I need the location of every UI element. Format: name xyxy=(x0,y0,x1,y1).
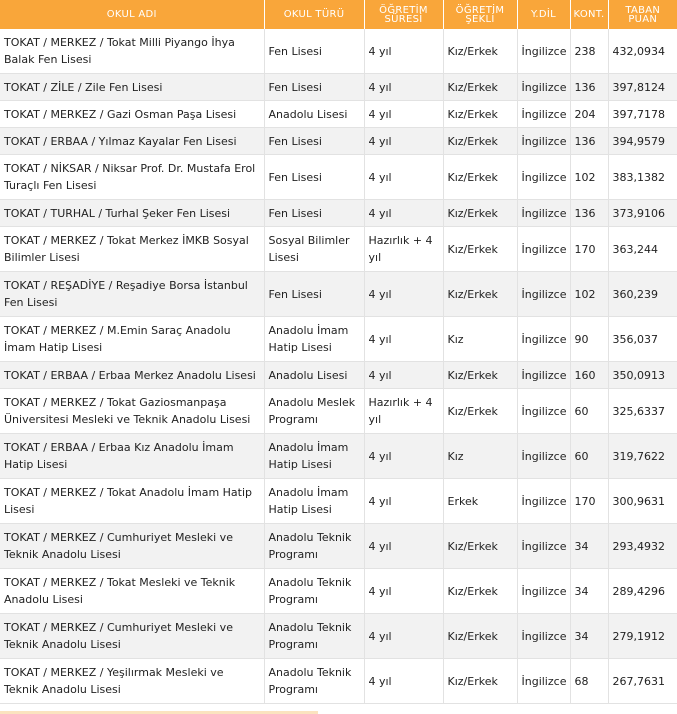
cell-sure: 4 yıl xyxy=(364,317,443,362)
cell-kont: 34 xyxy=(570,569,608,614)
cell-okul-adi: TOKAT / ERBAA / Erbaa Merkez Anadolu Lisesi xyxy=(0,362,264,389)
cell-okul-adi: TOKAT / ERBAA / Yılmaz Kayalar Fen Lisesi xyxy=(0,128,264,155)
table-row xyxy=(0,74,677,101)
cell-sure: 4 yıl xyxy=(364,29,443,74)
cell-kont: 136 xyxy=(570,200,608,227)
cell-dil: İngilizce xyxy=(517,479,570,524)
cell-sekil: Kız/Erkek xyxy=(443,155,517,200)
cell-dil: İngilizce xyxy=(517,29,570,74)
cell-sekil: Kız/Erkek xyxy=(443,29,517,74)
cell-okul-turu: Anadolu İmam Hatip Lisesi xyxy=(264,479,364,524)
cell-okul-turu: Anadolu Teknik Programı xyxy=(264,614,364,659)
cell-dil: İngilizce xyxy=(517,569,570,614)
cell-okul-adi: TOKAT / NİKSAR / Niksar Prof. Dr. Mustafa Erol Turaçlı Fen Lisesi xyxy=(0,155,264,200)
cell-kont: 90 xyxy=(570,317,608,362)
cell-sekil: Kız/Erkek xyxy=(443,227,517,272)
cell-sekil: Kız/Erkek xyxy=(443,524,517,569)
cell-sekil: Kız/Erkek xyxy=(443,362,517,389)
header-ogretim-suresi-line2: SÜRESİ xyxy=(384,13,423,25)
cell-sure: 4 yıl xyxy=(364,362,443,389)
cell-kont: 238 xyxy=(570,29,608,74)
header-ogretim-suresi-line1: ÖĞRETİM xyxy=(379,4,428,16)
cell-kont: 102 xyxy=(570,155,608,200)
cell-okul-turu: Anadolu İmam Hatip Lisesi xyxy=(264,434,364,479)
cell-dil: İngilizce xyxy=(517,524,570,569)
cell-sekil: Erkek xyxy=(443,479,517,524)
cell-puan: 293,4932 xyxy=(608,524,677,569)
header-taban-puan-line2: PUAN xyxy=(628,13,658,25)
cell-dil: İngilizce xyxy=(517,101,570,128)
table-row xyxy=(0,155,677,200)
cell-okul-turu: Anadolu Lisesi xyxy=(264,362,364,389)
cell-sure: 4 yıl xyxy=(364,614,443,659)
cell-kont: 204 xyxy=(570,101,608,128)
cell-kont: 136 xyxy=(570,128,608,155)
table-row xyxy=(0,434,677,479)
cell-okul-turu: Anadolu Teknik Programı xyxy=(264,659,364,704)
cell-kont: 170 xyxy=(570,479,608,524)
cell-kont: 160 xyxy=(570,362,608,389)
cell-okul-adi: TOKAT / ZİLE / Zile Fen Lisesi xyxy=(0,74,264,101)
cell-sekil: Kız/Erkek xyxy=(443,200,517,227)
cell-okul-turu: Anadolu Meslek Programı xyxy=(264,389,364,434)
cell-sure: 4 yıl xyxy=(364,155,443,200)
table-row xyxy=(0,659,677,704)
header-ydil: Y.DİL xyxy=(517,0,570,29)
table-row xyxy=(0,227,677,272)
cell-sure: 4 yıl xyxy=(364,128,443,155)
cell-sure: 4 yıl xyxy=(364,659,443,704)
cell-dil: İngilizce xyxy=(517,614,570,659)
cell-okul-turu: Fen Lisesi xyxy=(264,29,364,74)
cell-puan: 267,7631 xyxy=(608,659,677,704)
cell-okul-adi: TOKAT / ERBAA / Erbaa Kız Anadolu İmam Hatip Lisesi xyxy=(0,434,264,479)
cell-kont: 60 xyxy=(570,434,608,479)
cell-okul-adi: TOKAT / MERKEZ / Tokat Mesleki ve Teknik Anadolu Lisesi xyxy=(0,569,264,614)
cell-puan: 319,7622 xyxy=(608,434,677,479)
cell-dil: İngilizce xyxy=(517,227,570,272)
cell-okul-turu: Fen Lisesi xyxy=(264,128,364,155)
cell-okul-adi: TOKAT / MERKEZ / M.Emin Saraç Anadolu İmam Hatip Lisesi xyxy=(0,317,264,362)
header-row xyxy=(0,0,677,29)
header-okul-turu: OKUL TÜRÜ xyxy=(264,0,364,29)
cell-sekil: Kız/Erkek xyxy=(443,128,517,155)
cell-kont: 60 xyxy=(570,389,608,434)
header-ogretim-suresi xyxy=(364,0,443,29)
cell-dil: İngilizce xyxy=(517,659,570,704)
table-row xyxy=(0,389,677,434)
cell-puan: 432,0934 xyxy=(608,29,677,74)
table-row xyxy=(0,29,677,74)
cell-okul-turu: Fen Lisesi xyxy=(264,155,364,200)
cell-sure: Hazırlık + 4 yıl xyxy=(364,227,443,272)
cell-kont: 170 xyxy=(570,227,608,272)
table-row xyxy=(0,362,677,389)
cell-kont: 34 xyxy=(570,524,608,569)
cell-puan: 350,0913 xyxy=(608,362,677,389)
cell-dil: İngilizce xyxy=(517,74,570,101)
cell-puan: 279,1912 xyxy=(608,614,677,659)
cell-sekil: Kız/Erkek xyxy=(443,389,517,434)
cell-sure: 4 yıl xyxy=(364,569,443,614)
cell-kont: 102 xyxy=(570,272,608,317)
cell-dil: İngilizce xyxy=(517,317,570,362)
cell-sure: Hazırlık + 4 yıl xyxy=(364,389,443,434)
table-row xyxy=(0,272,677,317)
cell-okul-turu: Anadolu İmam Hatip Lisesi xyxy=(264,317,364,362)
cell-sure: 4 yıl xyxy=(364,524,443,569)
cell-puan: 363,244 xyxy=(608,227,677,272)
cell-sekil: Kız/Erkek xyxy=(443,74,517,101)
cell-okul-adi: TOKAT / MERKEZ / Cumhuriyet Mesleki ve Teknik Anadolu Lisesi xyxy=(0,614,264,659)
cell-puan: 394,9579 xyxy=(608,128,677,155)
cell-puan: 383,1382 xyxy=(608,155,677,200)
cell-okul-adi: TOKAT / MERKEZ / Gazi Osman Paşa Lisesi xyxy=(0,101,264,128)
header-taban-puan-line1: TABAN xyxy=(625,4,661,16)
cell-puan: 397,8124 xyxy=(608,74,677,101)
cell-sure: 4 yıl xyxy=(364,74,443,101)
cell-okul-turu: Sosyal Bilimler Lisesi xyxy=(264,227,364,272)
cell-okul-turu: Fen Lisesi xyxy=(264,200,364,227)
cell-sekil: Kız xyxy=(443,434,517,479)
cell-okul-adi: TOKAT / TURHAL / Turhal Şeker Fen Lisesi xyxy=(0,200,264,227)
cell-puan: 300,9631 xyxy=(608,479,677,524)
table-row xyxy=(0,524,677,569)
cell-sure: 4 yıl xyxy=(364,434,443,479)
cell-dil: İngilizce xyxy=(517,272,570,317)
cell-sekil: Kız/Erkek xyxy=(443,614,517,659)
cell-okul-adi: TOKAT / MERKEZ / Tokat Milli Piyango İhya Balak Fen Lisesi xyxy=(0,29,264,74)
table-row xyxy=(0,128,677,155)
header-ogretim-sekli-line2: ŞEKLİ xyxy=(465,13,495,25)
cell-sure: 4 yıl xyxy=(364,101,443,128)
cell-puan: 356,037 xyxy=(608,317,677,362)
header-okul-adi: OKUL ADI xyxy=(0,0,264,29)
cell-okul-adi: TOKAT / MERKEZ / Yeşilırmak Mesleki ve Teknik Anadolu Lisesi xyxy=(0,659,264,704)
cell-okul-turu: Anadolu Teknik Programı xyxy=(264,569,364,614)
cell-okul-turu: Fen Lisesi xyxy=(264,272,364,317)
cell-sekil: Kız/Erkek xyxy=(443,272,517,317)
table-row xyxy=(0,317,677,362)
cell-puan: 360,239 xyxy=(608,272,677,317)
cell-dil: İngilizce xyxy=(517,200,570,227)
cell-sure: 4 yıl xyxy=(364,479,443,524)
table-row xyxy=(0,614,677,659)
table-row xyxy=(0,479,677,524)
cell-puan: 373,9106 xyxy=(608,200,677,227)
cell-okul-turu: Fen Lisesi xyxy=(264,74,364,101)
header-ogretim-sekli-line1: ÖĞRETİM xyxy=(455,4,505,16)
cell-sekil: Kız/Erkek xyxy=(443,101,517,128)
cell-okul-adi: TOKAT / MERKEZ / Tokat Gaziosmanpaşa Üniversitesi Mesleki ve Teknik Anadolu Lisesi xyxy=(0,389,264,434)
cell-dil: İngilizce xyxy=(517,389,570,434)
cell-puan: 325,6337 xyxy=(608,389,677,434)
header-kont: KONT. xyxy=(570,0,608,29)
cell-dil: İngilizce xyxy=(517,434,570,479)
cell-puan: 289,4296 xyxy=(608,569,677,614)
cell-okul-adi: TOKAT / MERKEZ / Tokat Anadolu İmam Hatip Lisesi xyxy=(0,479,264,524)
cell-sure: 4 yıl xyxy=(364,200,443,227)
header-taban-puan xyxy=(608,0,677,29)
table-row xyxy=(0,569,677,614)
cell-okul-adi: TOKAT / MERKEZ / Tokat Merkez İMKB Sosyal Bilimler Lisesi xyxy=(0,227,264,272)
cell-okul-turu: Anadolu Lisesi xyxy=(264,101,364,128)
cell-sure: 4 yıl xyxy=(364,272,443,317)
cell-dil: İngilizce xyxy=(517,155,570,200)
cell-puan: 397,7178 xyxy=(608,101,677,128)
cell-dil: İngilizce xyxy=(517,362,570,389)
table-row xyxy=(0,200,677,227)
table-row xyxy=(0,101,677,128)
cell-sekil: Kız xyxy=(443,317,517,362)
cell-sekil: Kız/Erkek xyxy=(443,659,517,704)
cell-okul-turu: Anadolu Teknik Programı xyxy=(264,524,364,569)
header-ogretim-sekli xyxy=(443,0,517,29)
cell-kont: 34 xyxy=(570,614,608,659)
cell-kont: 68 xyxy=(570,659,608,704)
cell-okul-adi: TOKAT / MERKEZ / Cumhuriyet Mesleki ve Teknik Anadolu Lisesi xyxy=(0,524,264,569)
cell-okul-adi: TOKAT / REŞADİYE / Reşadiye Borsa İstanbul Fen Lisesi xyxy=(0,272,264,317)
cell-kont: 136 xyxy=(570,74,608,101)
cell-dil: İngilizce xyxy=(517,128,570,155)
cell-sekil: Kız/Erkek xyxy=(443,569,517,614)
